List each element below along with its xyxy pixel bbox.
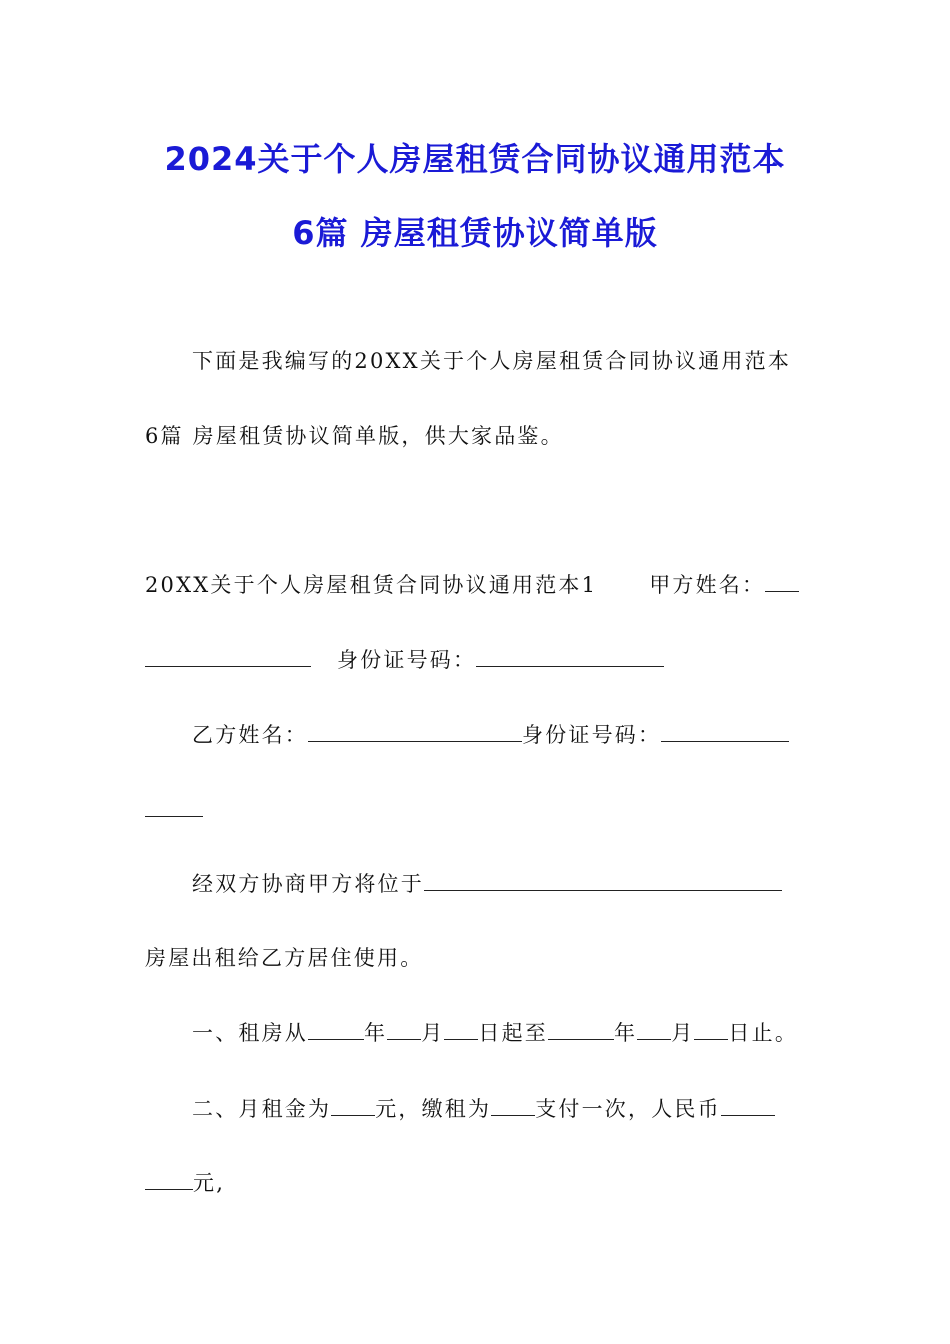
clause-2-prefix: 二、月租金为: [192, 1097, 332, 1121]
end-month-blank[interactable]: [637, 1017, 671, 1040]
clause-1-row: [192, 1017, 798, 1048]
party-b-id-label: 身份证号码：: [522, 723, 662, 747]
location-label: 经双方协商甲方将位于: [192, 872, 424, 896]
payment-cycle-blank[interactable]: [491, 1093, 535, 1116]
monthly-rent-blank[interactable]: [331, 1093, 375, 1116]
rmb-amount-blank[interactable]: [721, 1093, 775, 1116]
party-a-id-blank[interactable]: [476, 644, 664, 667]
start-day-blank[interactable]: [444, 1017, 478, 1040]
party-a-id-row: [145, 644, 664, 675]
contract-heading: 20XX关于个人房屋租赁合同协议通用范本1: [145, 573, 598, 597]
payment-cycle-label: 支付一次，人民币: [535, 1097, 721, 1121]
end-day-blank[interactable]: [694, 1017, 728, 1040]
party-b-name-label: 乙方姓名：: [192, 723, 308, 747]
location-blank[interactable]: [424, 868, 782, 891]
intro-line-2: 6篇 房屋租赁协议简单版，供大家品鉴。: [145, 424, 564, 448]
rent-unit-label: 元，缴租为: [375, 1097, 492, 1121]
rmb-amount-blank-cont[interactable]: [145, 1167, 193, 1190]
start-month-blank[interactable]: [387, 1017, 421, 1040]
intro-line-1: 下面是我编写的20XX关于个人房屋租赁合同协议通用范本: [192, 349, 792, 373]
party-b-row: [192, 719, 789, 750]
party-b-id-blank-cont[interactable]: [145, 794, 203, 817]
document-title-line-1: 2024关于个人房屋租赁合同协议通用范本: [164, 140, 786, 178]
party-a-row: [145, 569, 799, 600]
location-suffix: 房屋出租给乙方居住使用。: [145, 946, 424, 970]
rmb-amount-tail: 元,: [193, 1171, 226, 1195]
party-a-name-blank-cont[interactable]: [145, 644, 311, 667]
end-month-label: 月: [671, 1021, 695, 1045]
party-b-id-blank[interactable]: [661, 719, 789, 742]
start-year-label: 年: [364, 1021, 388, 1045]
party-a-name-blank[interactable]: [765, 569, 799, 592]
clause-1-prefix: 一、租房从: [192, 1021, 308, 1045]
end-day-label: 日止。: [728, 1021, 799, 1045]
start-month-label: 月: [421, 1021, 445, 1045]
end-year-label: 年: [614, 1021, 638, 1045]
party-b-name-blank[interactable]: [308, 719, 522, 742]
document-title-line-2: 6篇 房屋租赁协议简单版: [292, 214, 658, 252]
clause-2-row-cont: [145, 1167, 225, 1198]
party-a-name-label: 甲方姓名：: [649, 573, 766, 597]
party-a-id-label: 身份证号码：: [337, 648, 477, 672]
clause-2-row: [192, 1093, 775, 1124]
location-row: [192, 868, 782, 899]
end-year-blank[interactable]: [548, 1017, 614, 1040]
start-year-blank[interactable]: [308, 1017, 364, 1040]
start-day-label: 日起至: [478, 1021, 549, 1045]
party-b-id-row-cont: [145, 794, 203, 825]
